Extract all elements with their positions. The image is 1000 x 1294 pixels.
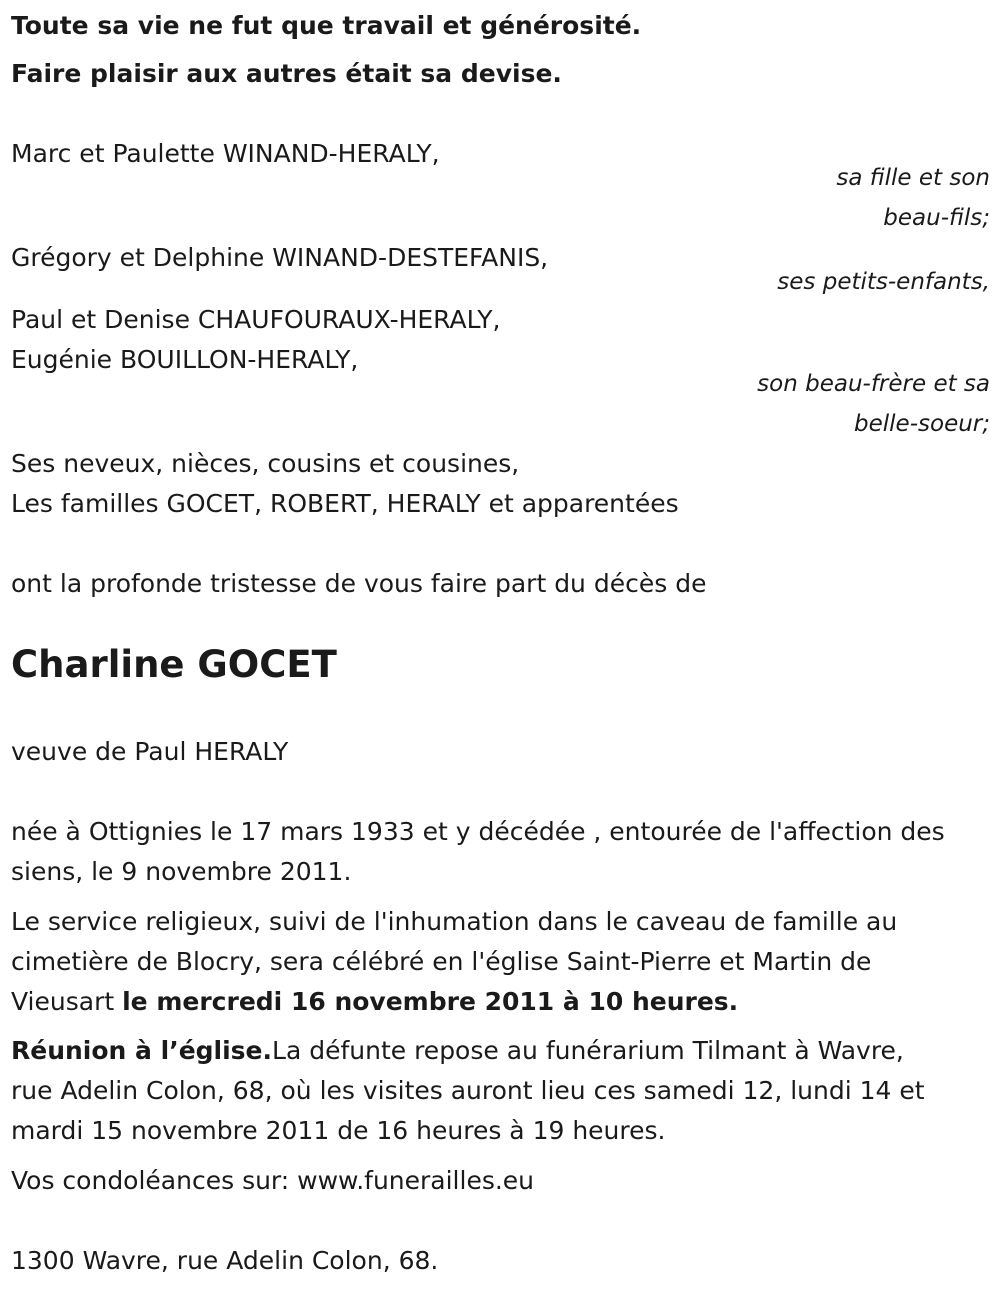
visits-line-2: mardi 15 novembre 2011 de 16 heures à 19 heures.: [11, 1116, 666, 1145]
birth-death-line-1: née à Ottignies le 17 mars 1933 et y décédée , entourée de l'affection des: [11, 817, 945, 846]
deceased-name: Charline GOCET: [11, 643, 337, 686]
family-eugenie: Eugénie BOUILLON-HERALY,: [11, 345, 359, 374]
family-nephews: Ses neveux, nièces, cousins et cousines,: [11, 449, 520, 478]
service-line-1: Le service religieux, suivi de l'inhumation dans le caveau de famille au: [11, 907, 898, 936]
announcement-text: ont la profonde tristesse de vous faire part du décès de: [11, 569, 707, 598]
visits-line-1: rue Adelin Colon, 68, où les visites auront lieu ces samedi 12, lundi 14 et: [11, 1076, 925, 1105]
family-households: Les familles GOCET, ROBERT, HERALY et apparentées: [11, 489, 679, 518]
reunion-heading: Réunion à l’église.: [11, 1036, 273, 1065]
service-line-3: [11, 982, 738, 1022]
motto-line-1: Toute sa vie ne fut que travail et générosité.: [11, 11, 642, 40]
service-place: Vieusart: [11, 987, 123, 1016]
service-date: le mercredi 16 novembre 2011 à 10 heures.: [122, 987, 739, 1016]
reunion-text: La défunte repose au funérarium Tilmant à Wavre,: [272, 1036, 904, 1065]
service-line-2: cimetière de Blocry, sera célébré en l'église Saint-Pierre et Martin de: [11, 947, 872, 976]
condolences-line: Vos condoléances sur: www.funerailles.eu: [11, 1166, 535, 1195]
relation-daughter-line-1: sa fille et son: [836, 165, 990, 191]
widow-of: veuve de Paul HERALY: [11, 737, 289, 766]
family-marc-paulette: Marc et Paulette WINAND-HERALY,: [11, 139, 440, 168]
relation-daughter-line-2: beau-fils;: [883, 205, 990, 231]
address-line: 1300 Wavre, rue Adelin Colon, 68.: [11, 1246, 439, 1275]
family-gregory-delphine: Grégory et Delphine WINAND-DESTEFANIS,: [11, 243, 549, 272]
relation-inlaws-line-2: belle-soeur;: [854, 411, 990, 437]
motto-line-2: Faire plaisir aux autres était sa devise.: [11, 59, 562, 88]
reunion-line: [11, 1031, 904, 1071]
family-paul-denise: Paul et Denise CHAUFOURAUX-HERALY,: [11, 305, 501, 334]
relation-inlaws-line-1: son beau-frère et sa: [757, 371, 990, 397]
relation-grandchildren: ses petits-enfants,: [777, 269, 990, 295]
birth-death-line-2: siens, le 9 novembre 2011.: [11, 857, 352, 886]
